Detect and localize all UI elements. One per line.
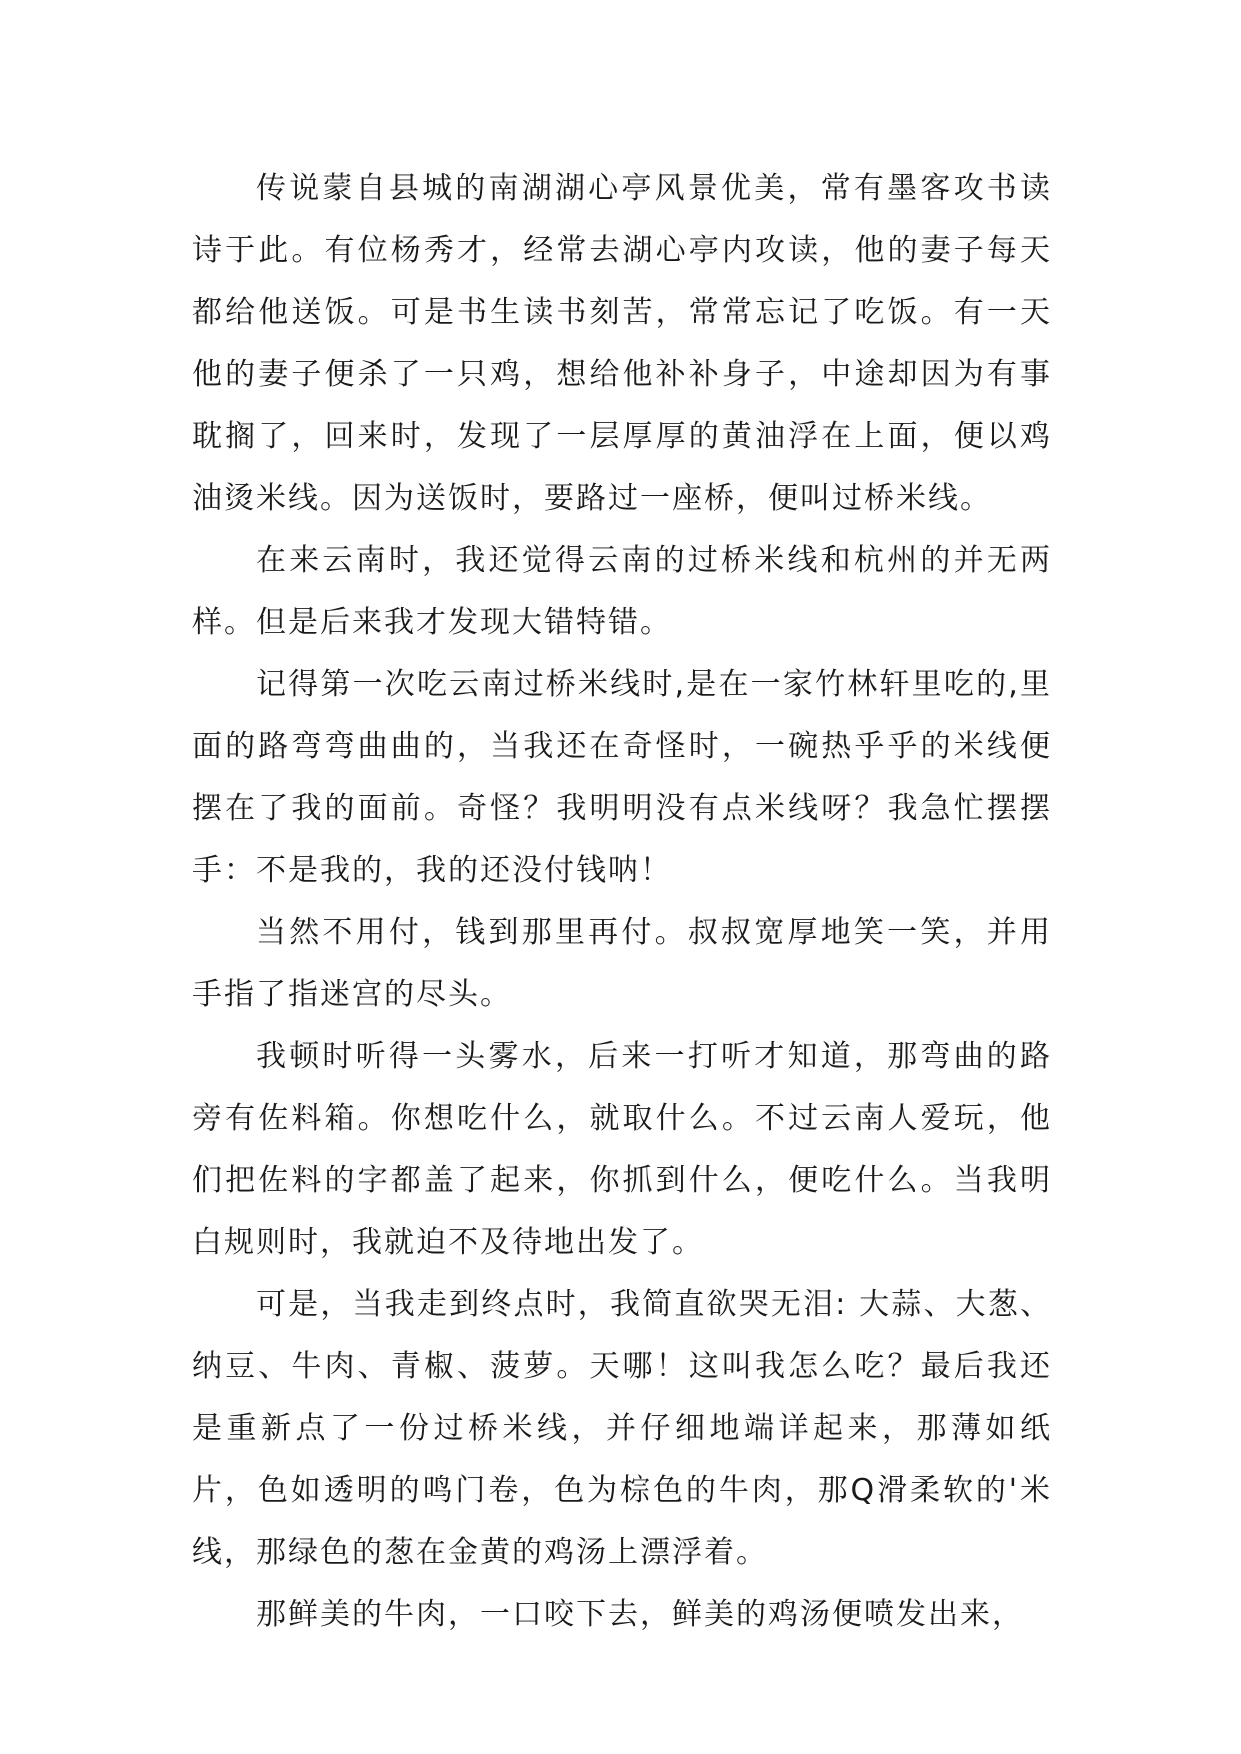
paragraph-rules: 我顿时听得一头雾水，后来一打听才知道，那弯曲的路旁有佐料箱。你想吃什么，就取什么。不过云南人爱玩，他们把佐料的字都盖了起来，你抓到什么，便吃什么。当我明白规则时，我就迫不及待地出发了。 (192, 1039, 1052, 1260)
paragraph-legend: 传说蒙自县城的南湖湖心亭风景优美，常有墨客攻书读诗于此。有位杨秀才，经常去湖心亭内攻读，他的妻子每天都给他送饭。可是书生读书刻苦，常常忘记了吃饭。有一天他的妻子便杀了一只鸡，想给他补补身子，中途却因为有事耽搁了，回来时，发现了一层厚厚的黄油浮在上面，便以鸡油烫米线。因为送饭时，要路过一座桥，便叫过桥米线。 (192, 171, 1052, 516)
paragraph-first-visit: 记得第一次吃云南过桥米线时,是在一家竹林轩里吃的,里面的路弯弯曲曲的，当我还在奇怪时，一碗热乎乎的米线便摆在了我的面前。奇怪？我明明没有点米线呀？我急忙摆摆手：不是我的，我的还没付钱呐！ (192, 667, 1052, 888)
paragraph-ingredients: 可是，当我走到终点时，我简直欲哭无泪: 大蒜、大葱、纳豆、牛肉、青椒、菠萝。天哪！这叫我怎么吃？最后我还是重新点了一份过桥米线，并仔细地端详起来，那薄如纸片，色如透明的鸣门卷，色为棕色的牛肉，那Q滑柔软的'米线，那绿色的葱在金黄的鸡汤上漂浮着。 (192, 1287, 1052, 1570)
paragraph-uncle-reply: 当然不用付，钱到那里再付。叔叔宽厚地笑一笑，并用手指了指迷宫的尽头。 (192, 915, 1052, 1012)
paragraph-expectation: 在来云南时，我还觉得云南的过桥米线和杭州的并无两样。但是后来我才发现大错特错。 (192, 543, 1052, 640)
paragraph-taste: 那鲜美的牛肉，一口咬下去，鲜美的鸡汤便喷发出来， (256, 1597, 1024, 1632)
document-body (192, 158, 1052, 1646)
